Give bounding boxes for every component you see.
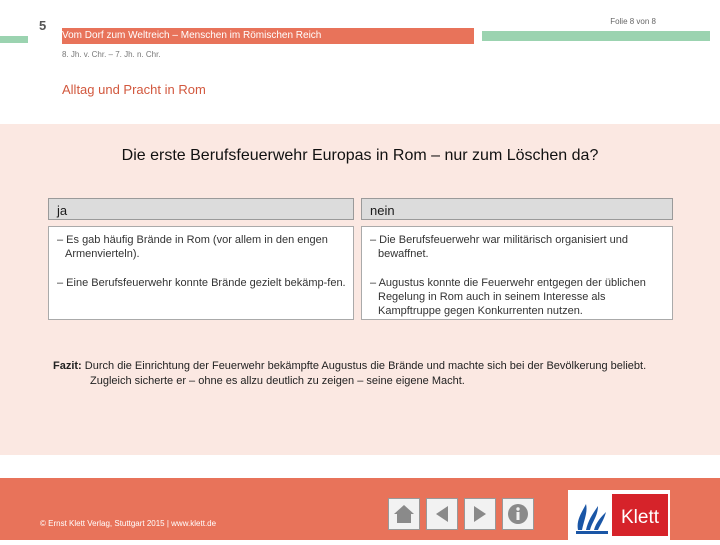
list-item: – Die Berufsfeuerwehr war militärisch organisiert und bewaffnet. bbox=[370, 234, 628, 260]
slide-number: 5 bbox=[39, 18, 47, 33]
date-range: 8. Jh. v. Chr. – 7. Jh. n. Chr. bbox=[62, 50, 161, 59]
column-header-ja: ja bbox=[48, 198, 354, 220]
list-item: – Augustus konnte die Feuerwehr entgegen der üblichen Regelung in Rom auch in seinem Interesse als Kampftruppe gegen Konkurrenten nutzen. bbox=[370, 277, 646, 317]
home-icon[interactable] bbox=[388, 498, 420, 530]
fazit-text: Durch die Einrichtung der Feuerwehr bekämpfte Augustus die Brände und machte sich bei der Bevölkerung beliebt. Zugleich sicherte er – ohne es allzu deutlich zu zeigen – seine eigene Macht. bbox=[84, 360, 647, 387]
klett-logo bbox=[568, 490, 670, 540]
klett-emblem-icon bbox=[576, 504, 608, 534]
logo-text: Klett bbox=[620, 507, 660, 528]
content-panel bbox=[0, 124, 720, 455]
previous-icon[interactable] bbox=[426, 498, 458, 530]
column-nein bbox=[361, 226, 673, 320]
fazit bbox=[53, 359, 673, 389]
section-title: Alltag und Pracht in Rom bbox=[62, 82, 206, 97]
header-accent-left bbox=[0, 36, 28, 43]
slide-counter: Folie 8 von 8 bbox=[610, 17, 656, 26]
list-item: – Es gab häufig Brände in Rom (vor allem in den engen Armenvierteln). bbox=[57, 234, 328, 260]
question-heading: Die erste Berufsfeuerwehr Europas in Rom – nur zum Löschen da? bbox=[121, 147, 599, 164]
next-icon[interactable] bbox=[464, 498, 496, 530]
fazit-label: Fazit: bbox=[53, 360, 82, 372]
series-title: Vom Dorf zum Weltreich – Menschen im Römischen Reich bbox=[62, 30, 322, 41]
series-title-bar bbox=[62, 28, 474, 44]
column-header-nein: nein bbox=[361, 198, 673, 220]
footer-bar bbox=[0, 478, 720, 540]
column-ja bbox=[48, 226, 354, 320]
header-accent-right bbox=[482, 31, 710, 41]
info-icon[interactable] bbox=[502, 498, 534, 530]
list-item: – Eine Berufsfeuerwehr konnte Brände gezielt bekämp-fen. bbox=[57, 277, 346, 289]
copyright: © Ernst Klett Verlag, Stuttgart 2015 | www.klett.de bbox=[40, 519, 217, 528]
